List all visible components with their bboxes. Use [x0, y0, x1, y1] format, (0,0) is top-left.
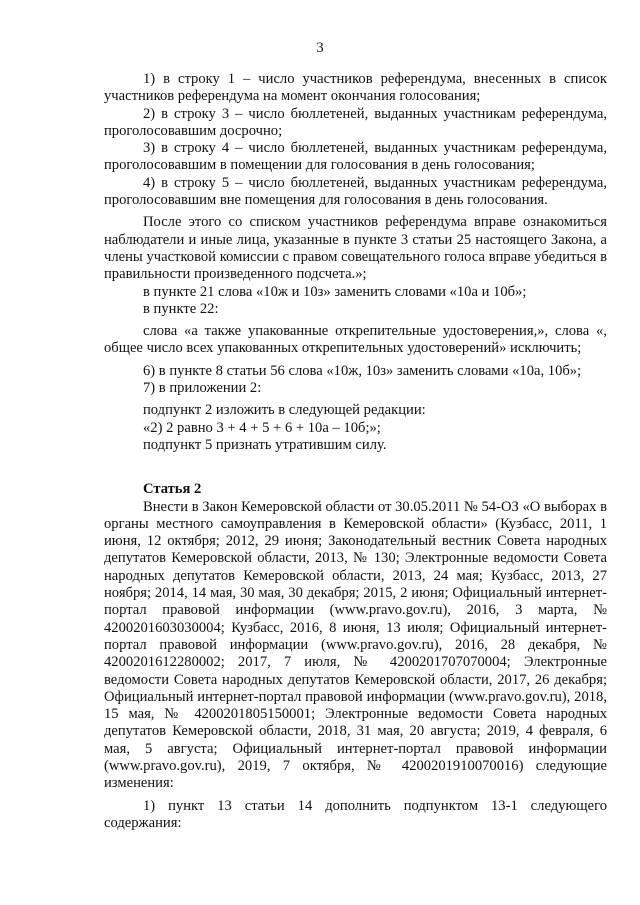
paragraph-line-5: 4) в строку 5 – число бюллетеней, выданных участникам референдума, проголосовавшим вне помещения для голосования в день голосования.	[104, 174, 607, 209]
document-body	[104, 71, 607, 832]
article-heading: Статья 2	[143, 481, 202, 498]
paragraph-item-6: 6) в пункте 8 статьи 56 слова «10ж, 10з» заменить словами «10а, 10б»;	[143, 362, 582, 379]
paragraph-line-4: 3) в строку 4 – число бюллетеней, выданных участникам референдума, проголосовавшим в помещении для голосования в день голосования;	[104, 140, 607, 174]
paragraph-line-1: 1) в строку 1 – число участников референдума, внесенных в список участников референдума на момент окончания голосования;	[104, 71, 607, 105]
paragraph-subitem-5: подпункт 5 признать утратившим силу.	[143, 436, 387, 453]
paragraph-subitem-2: подпункт 2 изложить в следующей редакции:	[143, 402, 426, 419]
paragraph-article-2-item-1: 1) пункт 13 статьи 14 дополнить подпунктом 13-1 следующего содержания:	[104, 797, 607, 831]
paragraph-point-22: в пункте 22:	[143, 300, 219, 317]
paragraph-words-excluded: слова «а также упакованные открепительные удостоверения,», слова «, общее число всех упакованных открепительных удостоверений» исключить;	[104, 323, 607, 357]
paragraph-line-3: 2) в строку 3 – число бюллетеней, выданных участникам референдума, проголосовавшим досрочно;	[104, 105, 607, 139]
page-number: 3	[316, 40, 324, 56]
paragraph-formula: «2) 2 равно 3 + 4 + 5 + 6 + 10а – 10б;»;	[143, 419, 381, 436]
paragraph-observers: После этого со списком участников референдума вправе ознакомиться наблюдатели и иные лица, указанные в пункте 3 статьи 25 настоящего Закона, а члены участковой комиссии с правом совещательного голоса вправе убедиться в правильности произведенного подсчета.»;	[104, 214, 607, 283]
paragraph-article-2-body: Внести в Закон Кемеровской области от 30.05.2011 № 54-ОЗ «О выборах в органы местного самоуправления в Кемеровской области» (Кузбасс, 2011, 1 июня, 12 октября; 2012, 29 июня; Законодательный вестник Совета народных депутатов Кемеровской области, 2013, № 130; Электронные ведомости Совета народных депутатов Кемеровской области, 2013, 24 мая; Кузбасс, 2013, 27 ноября; 2014, 14 мая, 30 мая, 30 декабря; 2015, 2 июня; Официальный интернет-портал правовой информации (www.pravo.gov.ru), 2016, 3 марта, № 4200201603030004; Кузбасс, 2016, 8 июня, 13 июля; Официальный интернет-портал правовой информации (www.pravo.gov.ru), 2016, 28 декабря, № 4200201612280002; 2017, 7 июля, № 4200201707070004; Электронные ведомости Совета народных депутатов Кемеровской области, 2017, 26 декабря; Официальный интернет-портал правовой информации (www.pravo.gov.ru), 2018, 15 мая, № 4200201805150001; Электронные ведомости Совета народных депутатов Кемеровской области, 2018, 31 мая, 20 августа; 2019, 4 февраля, 6 мая, 5 августа; Официальный интернет-портал правовой информации (www.pravo.gov.ru), 2019, 7 октября, № 4200201910070016) следующие изменения:	[104, 498, 607, 792]
paragraph-item-7: 7) в приложении 2:	[143, 380, 262, 397]
paragraph-point-21: в пункте 21 слова «10ж и 10з» заменить словами «10а и 10б»;	[143, 283, 527, 300]
